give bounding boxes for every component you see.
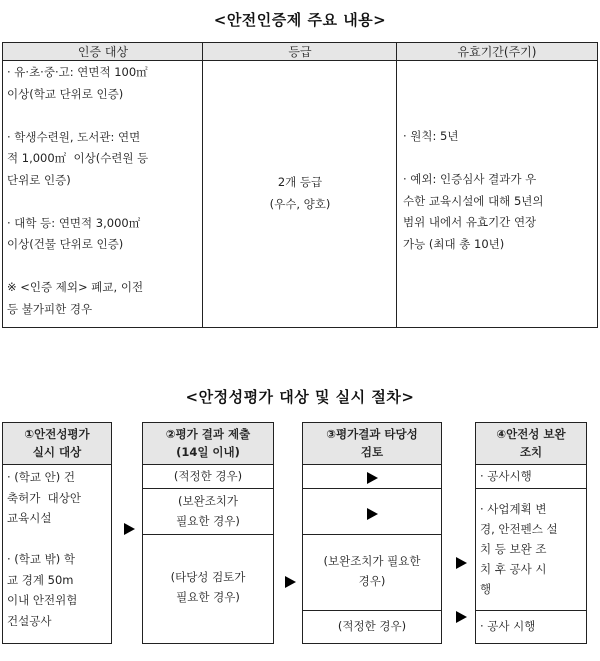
step3-row-review-supplement	[303, 535, 441, 611]
arrow-icon	[367, 472, 378, 484]
step2-row-text: 필요한 경우)	[176, 514, 240, 528]
step3-row-text: (보완조치가 필요한	[323, 554, 421, 568]
step3-row-text: (적정한 경우)	[337, 619, 407, 633]
step2-row-adequate	[143, 465, 273, 489]
header-target: 인증 대상	[3, 43, 203, 61]
certification-table	[2, 42, 598, 328]
arrow-icon	[124, 523, 135, 535]
header-validity: 유효기간(주기)	[397, 43, 597, 61]
target-line: · 대학 등: 연면적 3,000㎡	[7, 215, 141, 230]
step4-row-construction-final	[476, 611, 586, 643]
step1-line: 교육시설	[7, 511, 52, 525]
validity-line: · 예외: 인증심사 결과가 우	[403, 172, 537, 186]
step4-row-text: 치 등 보완 조	[480, 542, 547, 556]
step2-header-line: ②평가 결과 제출	[165, 427, 251, 441]
step3-row-review-adequate	[303, 611, 441, 643]
step4-row-text: · 사업계획 변	[480, 502, 547, 516]
step1-line: 이내 안전위험	[7, 593, 78, 607]
section1-title: <안전인증제 주요 내용>	[213, 11, 387, 29]
grade-line: (우수, 양호)	[269, 196, 331, 211]
target-cell	[7, 62, 199, 320]
step3-box	[302, 422, 442, 644]
step2-row-supplement	[143, 489, 273, 535]
step1-line: 교 경계 50m	[7, 572, 74, 587]
arrow-icon	[285, 576, 296, 588]
step3-row-adequate	[303, 465, 441, 489]
step1-line	[7, 529, 111, 550]
step2-row-text: (보완조치가	[177, 494, 239, 508]
target-line: 이상(학교 단위로 인증)	[7, 86, 124, 101]
arrow-icon	[367, 508, 378, 520]
step2-header	[143, 423, 273, 465]
step4-row-text: 치 후 공사 시	[480, 562, 547, 576]
validity-line: 수한 교육시설에 대해 5년의	[403, 193, 544, 208]
target-line: ※ <인증 제외> 폐교, 이전	[7, 280, 144, 294]
step4-row-text: 행	[480, 582, 492, 596]
target-line: · 학생수련원, 도서관: 연면	[7, 129, 141, 144]
step1-line: · (학교 밖) 학	[7, 552, 76, 566]
step2-row-text: 필요한 경우)	[176, 590, 240, 604]
step4-row-construction	[476, 465, 586, 489]
grade-cell	[203, 172, 397, 215]
step1-line: 건설공사	[7, 613, 52, 628]
target-line: 단위로 인증)	[7, 172, 71, 187]
step4-header-line: ④안전성 보완	[496, 427, 566, 441]
step4-row-text: · 공사시행	[480, 469, 532, 483]
section2-title: <안정성평가 대상 및 실시 절차>	[185, 388, 415, 406]
step2-box	[142, 422, 274, 644]
target-line	[7, 105, 199, 127]
step2-row-text: (적정한 경우)	[173, 469, 243, 483]
target-line	[7, 256, 199, 278]
step3-header-line: 검토	[360, 445, 384, 459]
target-line: 이상(건물 단위로 인증)	[7, 237, 124, 251]
validity-cell	[403, 126, 595, 255]
target-line: 등 불가피한 경우	[7, 301, 93, 316]
step4-row-text: 경, 안전펜스 설	[480, 522, 558, 536]
step2-header-line: (14일 이내)	[176, 445, 240, 459]
step1-header	[3, 423, 111, 465]
step1-body	[7, 467, 111, 631]
arrow-icon	[456, 611, 467, 623]
validity-line: · 원칙: 5년	[403, 129, 459, 143]
step1-line: 축허가 대상안	[7, 490, 81, 505]
step3-header-line: ③평가결과 타당성	[326, 427, 418, 441]
step2-row-review	[143, 535, 273, 643]
step4-header-line: 조치	[519, 445, 543, 459]
target-line: 적 1,000㎡ 이상(수련원 등	[7, 151, 149, 165]
target-line	[7, 191, 199, 213]
step4-header	[476, 423, 586, 465]
step4-row-text: · 공사 시행	[480, 619, 536, 633]
grade-line: 2개 등급	[277, 175, 323, 189]
validity-line: 가능 (최대 총 10년)	[403, 236, 505, 251]
step1-line: · (학교 안) 건	[7, 470, 76, 484]
step4-row-supplement	[476, 489, 586, 611]
step3-row-supplement	[303, 489, 441, 535]
step3-row-text: 경우)	[358, 574, 386, 588]
header-grade: 등급	[203, 43, 397, 61]
step3-header	[303, 423, 441, 465]
arrow-icon	[456, 557, 467, 569]
target-line: · 유·초·중·고: 연면적 100㎡	[7, 65, 148, 79]
step4-box	[475, 422, 587, 644]
step1-header-line: 실시 대상	[32, 445, 82, 459]
step1-box	[2, 422, 112, 644]
validity-line: 범위 내에서 유효기간 연장	[403, 215, 537, 229]
step1-header-line: ①안전성평가	[24, 427, 90, 441]
validity-line	[403, 148, 595, 170]
step2-row-text: (타당성 검토가	[170, 570, 246, 584]
